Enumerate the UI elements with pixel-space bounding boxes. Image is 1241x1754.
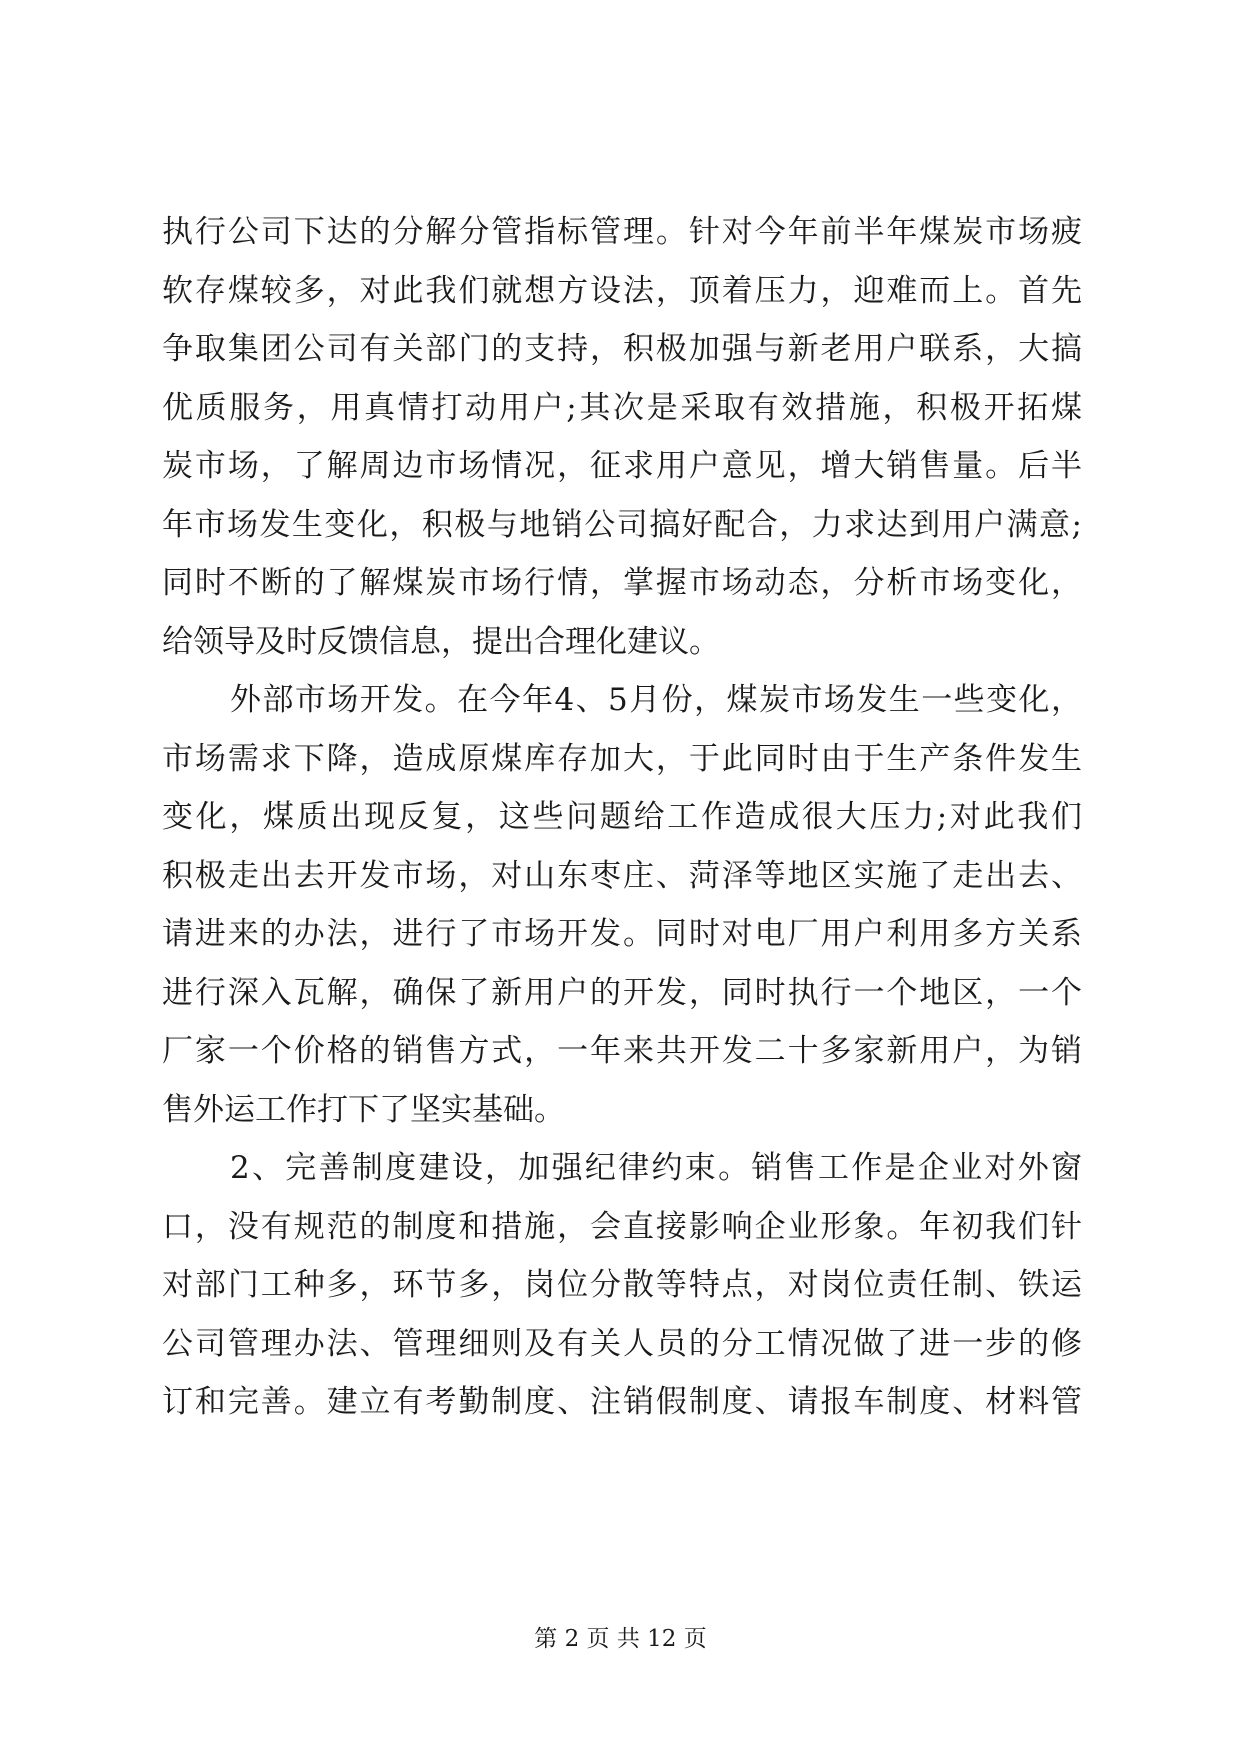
text-line: 同时不断的了解煤炭市场行情，掌握市场动态，分析市场变化， — [162, 565, 1082, 601]
text-line: 厂家一个价格的销售方式，一年来共开发二十多家新用户，为销 — [162, 1033, 1082, 1069]
text-line: 口，没有规范的制度和措施，会直接影响企业形象。年初我们针 — [162, 1208, 1082, 1245]
text-line: 执行公司下达的分解分管指标管理。针对今年前半年煤炭市场疲 — [162, 214, 1082, 250]
text-line: 订和完善。建立有考勤制度、注销假制度、请报车制度、材料管 — [162, 1384, 1082, 1420]
text-line: 优质服务，用真情打动用户;其次是采取有效措施，积极开拓煤 — [162, 389, 1082, 426]
text-line: 变化，煤质出现反复，这些问题给工作造成很大压力;对此我们 — [162, 799, 1082, 835]
text-line: 炭市场，了解周边市场情况，征求用户意见，增大销售量。后半 — [162, 448, 1082, 484]
page-footer: 第 2 页 共 12 页 — [534, 1626, 707, 1652]
text-line: 请进来的办法，进行了市场开发。同时对电厂用户利用多方关系 — [162, 916, 1082, 952]
text-line: 公司管理办法、管理细则及有关人员的分工情况做了进一步的修 — [162, 1325, 1082, 1362]
text-line: 售外运工作打下了坚实基础。 — [162, 1091, 565, 1128]
document-body — [162, 203, 1082, 1432]
text-line: 软存煤较多，对此我们就想方设法，顶着压力，迎难而上。首先 — [162, 272, 1082, 309]
text-line: 争取集团公司有关部门的支持，积极加强与新老用户联系，大搞 — [162, 331, 1082, 367]
text-line: 市场需求下降，造成原煤库存加大，于此同时由于生产条件发生 — [162, 740, 1082, 777]
text-line: 给领导及时反馈信息，提出合理化建议。 — [162, 623, 720, 660]
paragraph-first-line: 2、完善制度建设，加强纪律约束。销售工作是企业对外窗 — [230, 1150, 1082, 1186]
paragraph-first-line: 外部市场开发。在今年4、5月份，煤炭市场发生一些变化， — [230, 682, 1082, 718]
text-line: 积极走出去开发市场，对山东枣庄、菏泽等地区实施了走出去、 — [162, 857, 1082, 894]
text-line: 年市场发生变化，积极与地销公司搞好配合，力求达到用户满意; — [162, 506, 1082, 543]
text-line: 进行深入瓦解，确保了新用户的开发，同时执行一个地区，一个 — [162, 974, 1082, 1011]
text-line: 对部门工种多，环节多，岗位分散等特点，对岗位责任制、铁运 — [162, 1267, 1082, 1303]
